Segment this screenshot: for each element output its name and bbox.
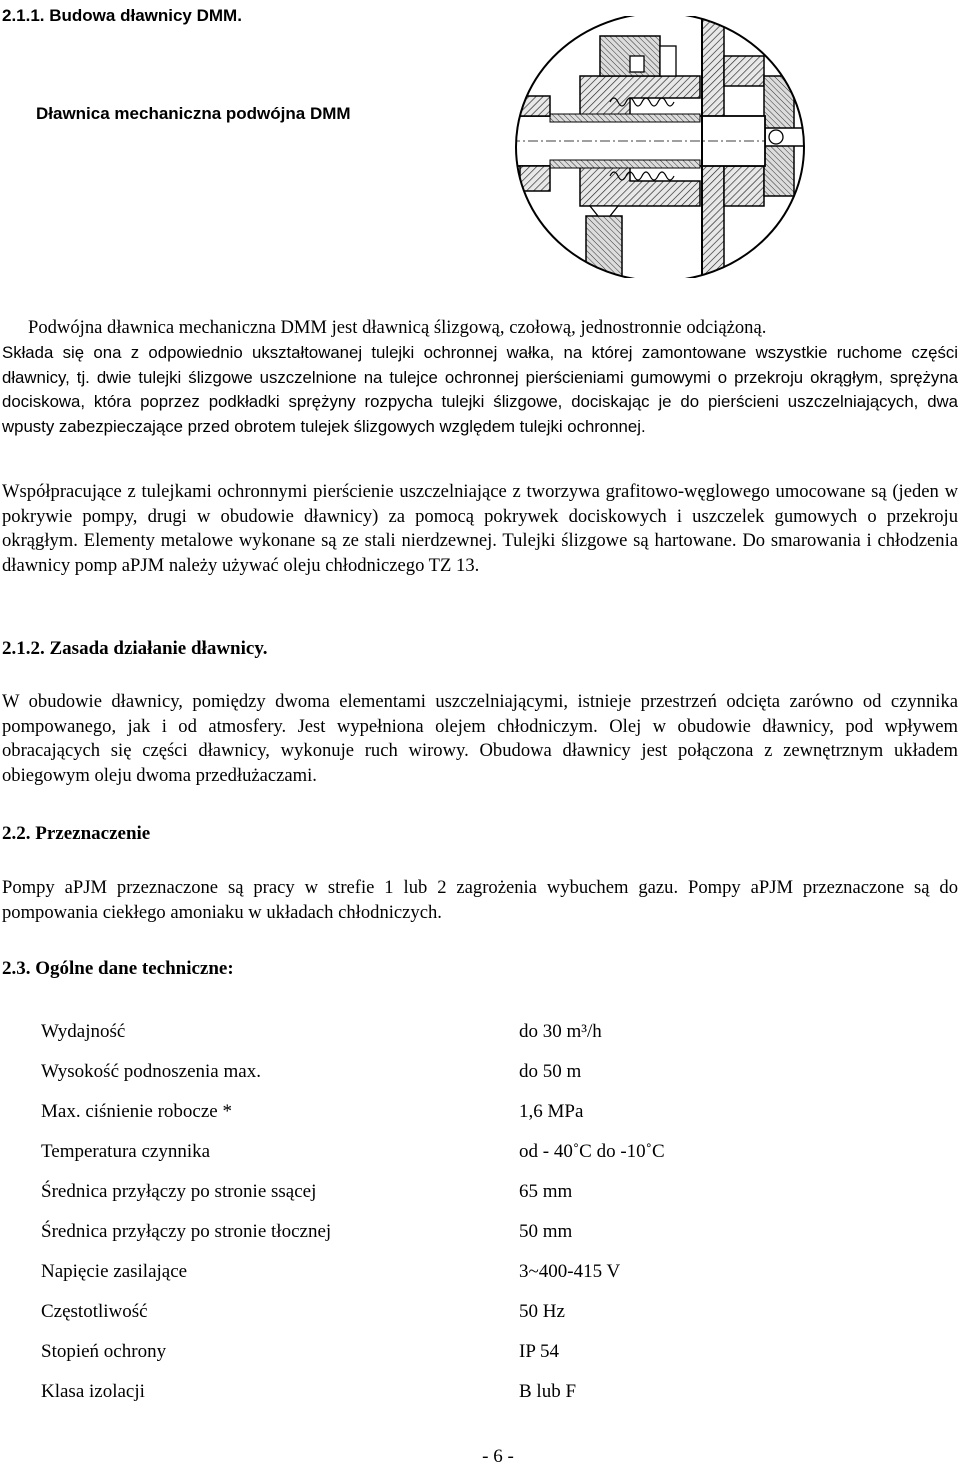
spec-value: od - 40˚C do -10˚C [519,1141,665,1162]
spec-label: Max. ciśnienie robocze * [41,1101,232,1122]
spec-label: Średnica przyłączy po stronie ssącej [41,1181,317,1202]
figure-caption: Dławnica mechaniczna podwójna DMM [36,104,351,123]
spec-value: B lub F [519,1381,577,1402]
spec-value: do 30 m³/h [519,1021,602,1042]
spec-label: Wydajność [41,1021,126,1042]
section-22-title: 2.2. Przeznaczenie [2,823,151,844]
spec-label: Wysokość podnoszenia max. [41,1061,261,1082]
spec-row [0,1221,960,1247]
spec-row [0,1061,960,1087]
spec-row [0,1101,960,1127]
section-23-title: 2.3. Ogólne dane techniczne: [2,958,234,979]
spec-row [0,1381,960,1407]
spec-value: 1,6 MPa [519,1101,584,1122]
spec-label: Średnica przyłączy po stronie tłocznej [41,1221,332,1242]
spec-label: Napięcie zasilające [41,1261,188,1282]
spec-row [0,1341,960,1367]
spec-row [0,1301,960,1327]
section-212-title: 2.1.2. Zasada działanie dławnicy. [2,638,268,659]
paragraph-1-body: Składa się ona z odpowiednio ukształtowanej tulejki ochronnej wałka, na której zamontowane wszystkie ruchome części dławnicy, tj. dwie tulejki ślizgowe uszczelnione na tulejce ochronnej pierścieniami gumowymi o przekroju okrągłym, sprężyna dociskowa, która poprzez podkładki sprężyny rozpycha tulejki ślizgowe, dociskając je do pierścieni uszczelniających, dwa wpusty zabezpieczające przed obrotem tulejek ślizgowych względem tulejki ochronnej. [2,343,958,436]
spec-row [0,1181,960,1207]
spec-row [0,1021,960,1047]
spec-label: Klasa izolacji [41,1381,145,1402]
spec-label: Temperatura czynnika [41,1141,211,1162]
paragraph-1-intro: Podwójna dławnica mechaniczna DMM jest dławnicą ślizgową, czołową, jednostronnie odciążoną. [28,317,767,338]
spec-value: 50 Hz [519,1301,565,1322]
mechanical-seal-cross-section-drawing-icon [510,16,810,278]
paragraph-4: Pompy aPJM przeznaczone są pracy w strefie 1 lub 2 zagrożenia wybuchem gazu. Pompy aPJM przeznaczone są do pompowania ciekłego amoniaku w układach chłodniczych. [2,877,958,923]
paragraph-3: W obudowie dławnicy, pomiędzy dwoma elementami uszczelniającymi, istnieje przestrzeń odcięta zarówno od czynnika pompowanego, jak i od atmosfery. Jest wypełniona olejem chłodniczym. Olej w obudowie dławnicy, pod wpływem obracających się części dławnicy, wykonuje ruch wirowy. Obudowa dławnicy jest połączona z zewnętrznym układem obiegowym oleju dwoma przedłużaczami. [2,691,958,786]
spec-row [0,1141,960,1167]
section-title: 2.1.1. Budowa dławnicy DMM. [2,6,242,25]
spec-value: 50 mm [519,1221,573,1242]
spec-row [0,1261,960,1287]
spec-value: 65 mm [519,1181,573,1202]
spec-value: 3~400-415 V [519,1261,621,1282]
spec-label: Stopień ochrony [41,1341,167,1362]
page-number: - 6 - [482,1446,514,1467]
paragraph-2: Współpracujące z tulejkami ochronnymi pierścienie uszczelniające z tworzywa grafitowo-węglowego umocowane są (jeden w pokrywie pompy, drugi w obudowie dławnicy) za pomocą pokrywek dociskowych i uszczelek gumowych o przekroju okrągłym. Elementy metalowe wykonane są ze stali nierdzewnej. Tulejki ślizgowe są hartowane. Do smarowania i chłodzenia dławnicy pomp aPJM należy używać oleju chłodniczego TZ 13. [2,481,958,576]
spec-value: IP 54 [519,1341,559,1362]
spec-label: Częstotliwość [41,1301,148,1322]
spec-value: do 50 m [519,1061,582,1082]
